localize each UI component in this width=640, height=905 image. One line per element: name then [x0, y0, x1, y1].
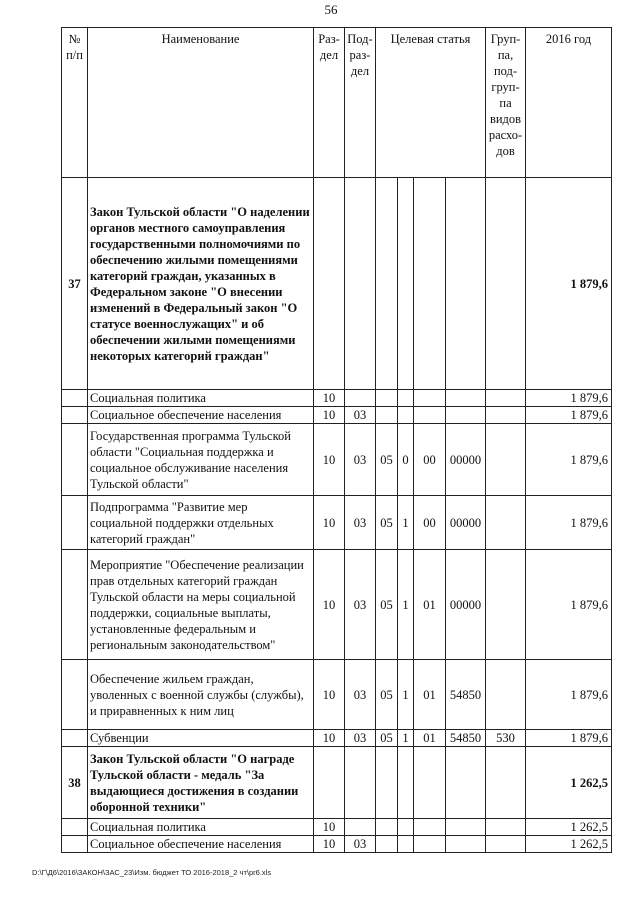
row-name: Социальное обеспечение населения — [88, 836, 314, 853]
row-target-direction: 00000 — [446, 550, 486, 660]
row-target-subprogram: 1 — [398, 496, 414, 550]
table-row — [62, 390, 612, 407]
row-expense-type — [486, 178, 526, 390]
footer-file-path: D:\Г\Д6\2016\ЗАКОН\ЗАС_23\Изм. бюджет ТО 2016-2018_2 чт\pr6.xls — [32, 868, 272, 877]
row-target-program: 05 — [376, 496, 398, 550]
budget-table — [61, 27, 612, 853]
row-target-program: 05 — [376, 424, 398, 496]
row-target-program — [376, 836, 398, 853]
table-row — [62, 550, 612, 660]
row-num — [62, 390, 88, 407]
row-num — [62, 660, 88, 730]
row-expense-type — [486, 550, 526, 660]
row-target-measure: 01 — [414, 550, 446, 660]
row-name: Социальная политика — [88, 390, 314, 407]
row-amount: 1 879,6 — [526, 660, 612, 730]
row-razdel: 10 — [314, 407, 345, 424]
row-target-program — [376, 819, 398, 836]
row-target-direction — [446, 390, 486, 407]
row-target-direction — [446, 836, 486, 853]
row-target-direction — [446, 747, 486, 819]
row-podrazdel: 03 — [345, 550, 376, 660]
row-expense-type — [486, 407, 526, 424]
row-num — [62, 730, 88, 747]
table-row — [62, 424, 612, 496]
row-target-measure — [414, 390, 446, 407]
row-amount: 1 262,5 — [526, 819, 612, 836]
row-target-subprogram: 1 — [398, 550, 414, 660]
row-num — [62, 550, 88, 660]
row-razdel: 10 — [314, 390, 345, 407]
row-podrazdel: 03 — [345, 424, 376, 496]
row-razdel: 10 — [314, 730, 345, 747]
row-target-program — [376, 178, 398, 390]
row-podrazdel: 03 — [345, 660, 376, 730]
row-razdel: 10 — [314, 496, 345, 550]
row-expense-type — [486, 747, 526, 819]
row-num — [62, 424, 88, 496]
row-expense-type — [486, 819, 526, 836]
row-expense-type — [486, 836, 526, 853]
row-razdel: 10 — [314, 424, 345, 496]
row-expense-type — [486, 424, 526, 496]
row-amount: 1 879,6 — [526, 178, 612, 390]
row-num: 38 — [62, 747, 88, 819]
row-name: Мероприятие "Обеспечение реализации прав отдельных категорий граждан Тульской области на меры социальной поддержки, социальные выплаты, установленные федеральным и региональным законодательством" — [88, 550, 314, 660]
row-target-subprogram: 0 — [398, 424, 414, 496]
page-number: 56 — [324, 2, 338, 17]
row-name: Обеспечение жильем граждан, уволенных с военной службы (службы), и приравненных к ним лиц — [88, 660, 314, 730]
header-podrazdel: Под- раз- дел — [345, 28, 376, 178]
row-podrazdel: 03 — [345, 407, 376, 424]
row-amount: 1 879,6 — [526, 407, 612, 424]
header-razdel: Раз- дел — [314, 28, 345, 178]
header-group: Груп- па, под- груп- па видов расхо- дов — [486, 28, 526, 178]
row-num — [62, 836, 88, 853]
row-target-measure: 01 — [414, 730, 446, 747]
row-target-program — [376, 390, 398, 407]
row-expense-type — [486, 660, 526, 730]
header-year: 2016 год — [526, 28, 612, 178]
row-target-measure — [414, 747, 446, 819]
row-target-measure — [414, 836, 446, 853]
table-header-row — [62, 28, 612, 178]
row-target-subprogram — [398, 390, 414, 407]
row-razdel: 10 — [314, 550, 345, 660]
row-expense-type — [486, 390, 526, 407]
header-target: Целевая статья — [376, 28, 486, 178]
row-target-direction — [446, 819, 486, 836]
row-target-program: 05 — [376, 660, 398, 730]
row-podrazdel — [345, 819, 376, 836]
row-amount: 1 262,5 — [526, 747, 612, 819]
row-target-direction: 00000 — [446, 424, 486, 496]
table-row — [62, 178, 612, 390]
row-podrazdel: 03 — [345, 730, 376, 747]
row-name: Подпрограмма "Развитие мер социальной поддержки отдельных категорий граждан" — [88, 496, 314, 550]
row-expense-type — [486, 496, 526, 550]
row-name: Социальное обеспечение населения — [88, 407, 314, 424]
row-amount: 1 879,6 — [526, 390, 612, 407]
row-name: Субвенции — [88, 730, 314, 747]
row-podrazdel: 03 — [345, 496, 376, 550]
row-target-measure: 01 — [414, 660, 446, 730]
row-num — [62, 819, 88, 836]
row-razdel — [314, 178, 345, 390]
row-name: Закон Тульской области "О наделении органов местного самоуправления государственными полномочиями по обеспечению жилыми помещениями категорий граждан, указанных в Федеральном законе "О внесении изменений в Федеральный закон "О статусе военнослужащих" и об обеспечении жилыми помещениями некоторых категорий граждан" — [88, 178, 314, 390]
row-target-subprogram — [398, 407, 414, 424]
table-row — [62, 730, 612, 747]
row-razdel — [314, 747, 345, 819]
row-podrazdel — [345, 747, 376, 819]
table-row — [62, 819, 612, 836]
row-target-measure — [414, 819, 446, 836]
row-target-program: 05 — [376, 550, 398, 660]
row-razdel: 10 — [314, 819, 345, 836]
row-target-subprogram: 1 — [398, 730, 414, 747]
table-row — [62, 660, 612, 730]
row-target-subprogram: 1 — [398, 660, 414, 730]
row-target-direction: 54850 — [446, 730, 486, 747]
row-target-program — [376, 407, 398, 424]
row-num — [62, 407, 88, 424]
row-amount: 1 879,6 — [526, 424, 612, 496]
row-target-subprogram — [398, 836, 414, 853]
row-amount: 1 879,6 — [526, 730, 612, 747]
row-target-measure: 00 — [414, 496, 446, 550]
row-num — [62, 496, 88, 550]
row-target-direction: 54850 — [446, 660, 486, 730]
row-target-subprogram — [398, 178, 414, 390]
header-name: Наименование — [88, 28, 314, 178]
row-amount: 1 879,6 — [526, 550, 612, 660]
row-target-direction — [446, 407, 486, 424]
table-row — [62, 407, 612, 424]
row-target-direction: 00000 — [446, 496, 486, 550]
header-num: № п/п — [62, 28, 88, 178]
table-row — [62, 747, 612, 819]
row-podrazdel: 03 — [345, 836, 376, 853]
row-target-program — [376, 747, 398, 819]
table-row — [62, 496, 612, 550]
row-target-program: 05 — [376, 730, 398, 747]
row-razdel: 10 — [314, 660, 345, 730]
row-target-measure: 00 — [414, 424, 446, 496]
row-target-subprogram — [398, 819, 414, 836]
row-expense-type: 530 — [486, 730, 526, 747]
row-num: 37 — [62, 178, 88, 390]
row-podrazdel — [345, 178, 376, 390]
row-amount: 1 262,5 — [526, 836, 612, 853]
row-target-direction — [446, 178, 486, 390]
row-target-measure — [414, 407, 446, 424]
row-razdel: 10 — [314, 836, 345, 853]
row-name: Социальная политика — [88, 819, 314, 836]
row-amount: 1 879,6 — [526, 496, 612, 550]
row-target-subprogram — [398, 747, 414, 819]
row-name: Государственная программа Тульской области "Социальная поддержка и социальное обслуживание населения Тульской области" — [88, 424, 314, 496]
table-row — [62, 836, 612, 853]
row-podrazdel — [345, 390, 376, 407]
row-target-measure — [414, 178, 446, 390]
row-name: Закон Тульской области "О награде Тульской области - медаль "За выдающиеся достижения в создании оборонной техники" — [88, 747, 314, 819]
